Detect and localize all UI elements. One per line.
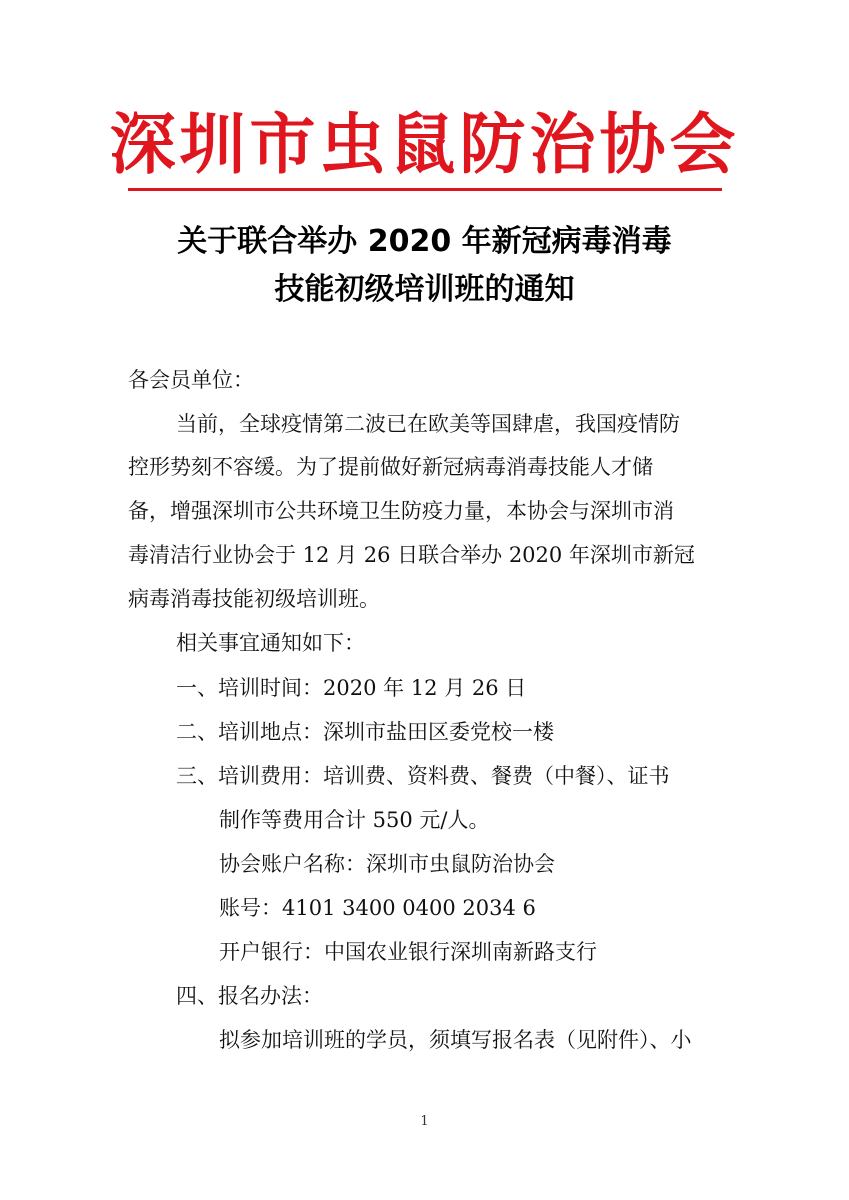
item-training-time: 一、培训时间：2020 年 12 月 26 日 — [176, 676, 527, 700]
item-training-fee: 三、培训费用：培训费、资料费、餐费（中餐）、证书 — [176, 764, 670, 788]
paragraph-line: 毒清洁行业协会于 12 月 26 日联合举办 2020 年深圳市新冠 — [128, 543, 695, 567]
salutation: 各会员单位： — [128, 368, 254, 392]
item-training-fee-continued: 制作等费用合计 550 元/人。 — [219, 808, 490, 832]
bank-name: 开户银行：中国农业银行深圳南新路支行 — [219, 940, 597, 964]
item-training-location: 二、培训地点：深圳市盐田区委党校一楼 — [176, 720, 554, 744]
paragraph-line: 控形势刻不容缓。为了提前做好新冠病毒消毒技能人才储 — [128, 455, 653, 479]
paragraph-line: 病毒消毒技能初级培训班。 — [128, 587, 380, 611]
document-title-line-1: 关于联合举办 2020 年新冠病毒消毒 — [177, 224, 672, 259]
account-name: 协会账户名称：深圳市虫鼠防治协会 — [219, 852, 555, 876]
page-number: 1 — [420, 1114, 429, 1129]
letterhead-divider — [128, 188, 722, 191]
notice-intro: 相关事宜通知如下： — [176, 631, 365, 655]
org-letterhead-title: 深圳市虫鼠防治协会 — [109, 106, 740, 183]
document-title-line-2: 技能初级培训班的通知 — [274, 272, 575, 307]
account-number: 账号：4101 3400 0400 2034 6 — [219, 896, 536, 920]
paragraph-line: 备，增强深圳市公共环境卫生防疫力量，本协会与深圳市消 — [128, 499, 674, 523]
registration-text: 拟参加培训班的学员，须填写报名表（见附件）、小 — [219, 1028, 692, 1052]
paragraph-line: 当前，全球疫情第二波已在欧美等国肆虐，我国疫情防 — [176, 412, 680, 436]
item-registration: 四、报名办法： — [176, 984, 323, 1008]
